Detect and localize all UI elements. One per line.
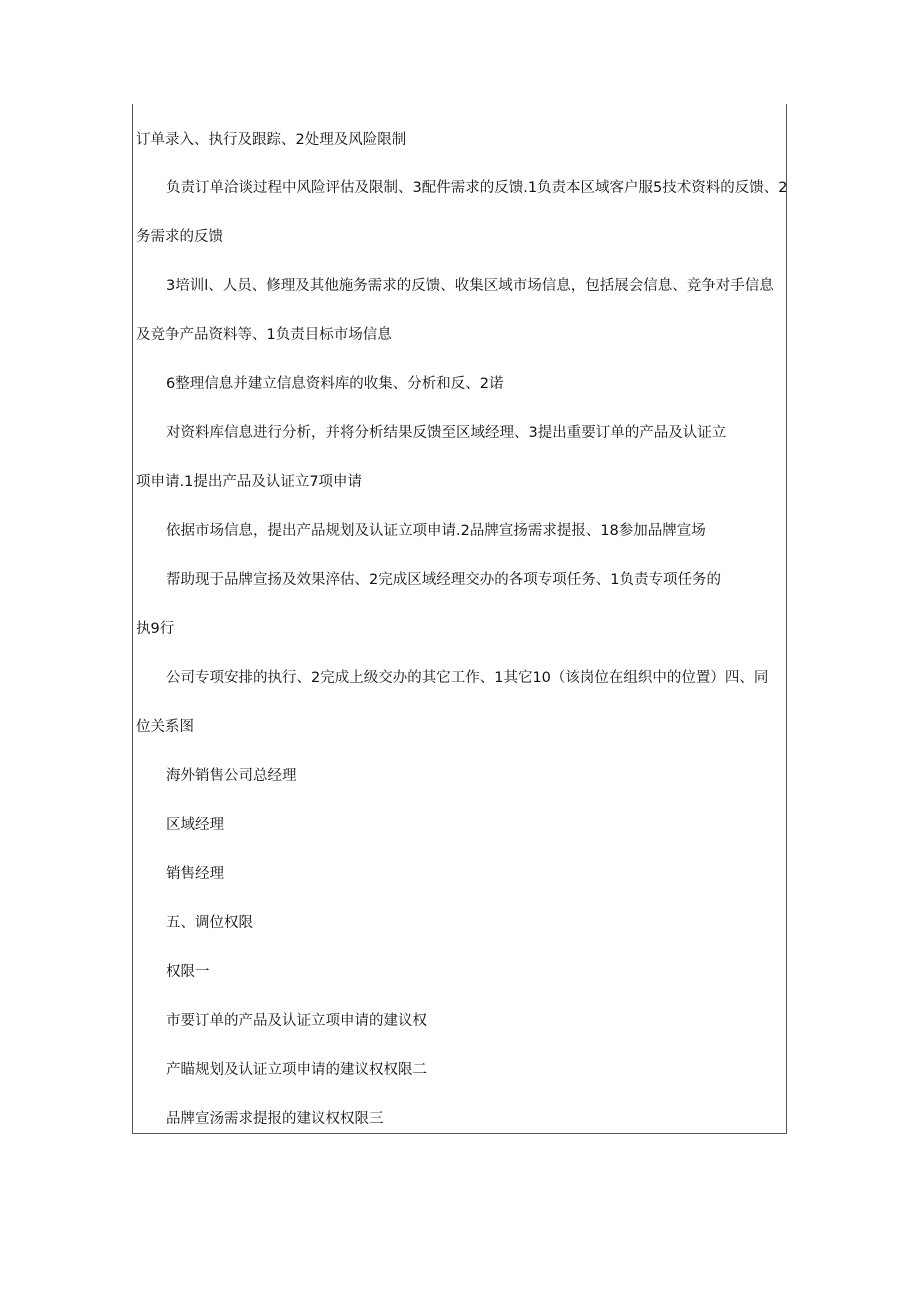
- text-line-3: 务需求的反馈: [136, 229, 223, 245]
- text-line-2: 负责订单洽谈过程中风险评估及限制、3配件需求的反馈.1负责本区域客户服5技术资料的反馈、2: [166, 180, 788, 196]
- section-heading-authority: 五、调位权限: [166, 915, 253, 931]
- authority-label-1: 权限一: [166, 964, 210, 980]
- document-table-frame: [132, 104, 787, 1134]
- text-line-13: 位关系图: [136, 719, 194, 735]
- authority-item-1: 市要订单的产品及认证立项申请的建议权: [166, 1013, 427, 1029]
- text-line-9: 依据市场信息，提出产品规划及认证立项申请.2品牌宣扬需求提报、18参加品牌宣场: [166, 523, 706, 539]
- text-line-1: 订单录入、执行及跟踪、2处理及风险限制: [136, 132, 407, 148]
- authority-item-2: 产瞄规划及认证立项申请的建议权权限二: [166, 1062, 427, 1078]
- org-chart-item-sales-manager: 销售经理: [166, 866, 224, 882]
- authority-item-3: 品牌宣汤需求提报的建议权权限三: [166, 1111, 384, 1127]
- org-chart-item-general-manager: 海外销售公司总经理: [166, 768, 297, 784]
- text-line-7: 对资料库信息进行分析，并将分析结果反馈至区域经理、3提出重要订单的产品及认证立: [166, 425, 727, 441]
- text-line-10: 帮助现于品牌宣扬及效果淬估、2完成区域经理交办的各项专项任务、1负责专项任务的: [166, 572, 721, 588]
- text-line-8: 项申请.1提出产品及认证立7项申请: [136, 474, 363, 490]
- text-line-6: 6整理信息并建立信息资料库的收集、分析和反、2诺: [166, 376, 504, 392]
- org-chart-item-regional-manager: 区域经理: [166, 817, 224, 833]
- text-line-12: 公司专项安排的执行、2完成上级交办的其它工作、1其它10（该岗位在组织中的位置）四、同: [166, 670, 769, 686]
- text-line-5: 及竞争产品资料等、1负责目标市场信息: [136, 327, 392, 343]
- text-line-4: 3培训l、人员、修理及其他施务需求的反馈、收集区域市场信息，包括展会信息、竞争对手信息: [166, 278, 774, 294]
- text-line-11: 执9行: [136, 621, 175, 637]
